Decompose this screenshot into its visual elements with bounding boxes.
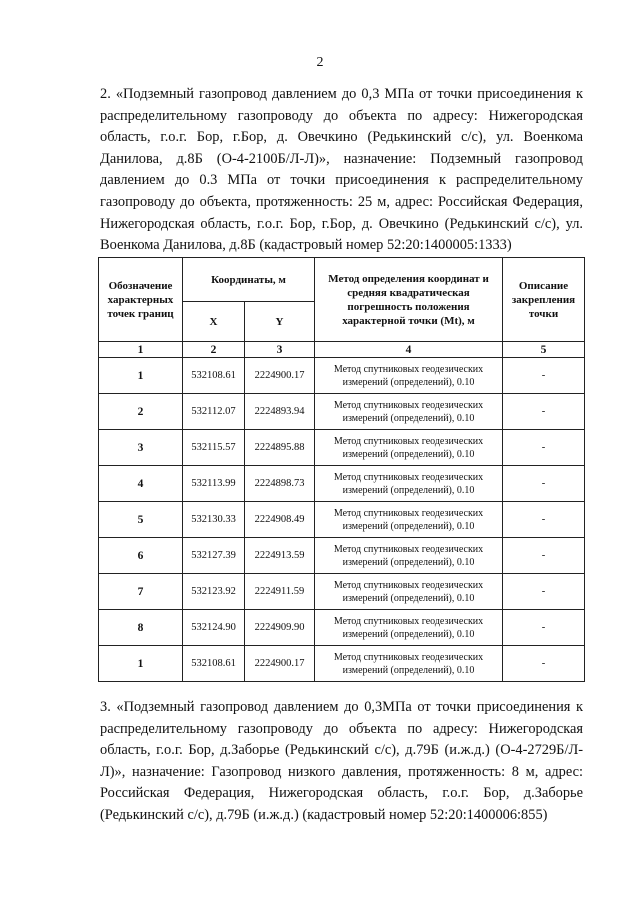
- column-number: 3: [245, 342, 315, 358]
- point-description: -: [503, 466, 585, 502]
- header-coordinates: Координаты, м: [183, 258, 315, 302]
- coord-x: 532115.57: [183, 430, 245, 466]
- point-description: -: [503, 358, 585, 394]
- table-row: [99, 502, 585, 538]
- table-row: [99, 646, 585, 682]
- point-id: 6: [99, 538, 183, 574]
- table-row: [99, 538, 585, 574]
- header-y: Y: [245, 302, 315, 342]
- point-id: 5: [99, 502, 183, 538]
- point-description: -: [503, 574, 585, 610]
- point-description: -: [503, 394, 585, 430]
- method-text: Метод спутниковых геодезических измерений (определений), 0.10: [315, 538, 503, 574]
- coordinates-table: [98, 257, 585, 682]
- point-id: 2: [99, 394, 183, 430]
- coord-x: 532127.39: [183, 538, 245, 574]
- page-number: 2: [316, 55, 324, 70]
- method-text: Метод спутниковых геодезических измерений (определений), 0.10: [315, 574, 503, 610]
- coord-x: 532123.92: [183, 574, 245, 610]
- method-text: Метод спутниковых геодезических измерений (определений), 0.10: [315, 610, 503, 646]
- point-id: 3: [99, 430, 183, 466]
- point-id: 1: [99, 358, 183, 394]
- point-id: 7: [99, 574, 183, 610]
- point-id: 8: [99, 610, 183, 646]
- table-row: [99, 610, 585, 646]
- column-number-row: [99, 342, 585, 358]
- coord-y: 2224898.73: [245, 466, 315, 502]
- header-method: Метод определения координат и средняя квадратическая погрешность положения характерной точки (Mt), м: [315, 258, 503, 342]
- point-id: 1: [99, 646, 183, 682]
- coord-x: 532130.33: [183, 502, 245, 538]
- coord-x: 532108.61: [183, 646, 245, 682]
- coord-y: 2224909.90: [245, 610, 315, 646]
- table-row: [99, 430, 585, 466]
- point-description: -: [503, 646, 585, 682]
- method-text: Метод спутниковых геодезических измерений (определений), 0.10: [315, 394, 503, 430]
- header-x: X: [183, 302, 245, 342]
- coord-y: 2224900.17: [245, 358, 315, 394]
- coord-y: 2224911.59: [245, 574, 315, 610]
- coord-y: 2224895.88: [245, 430, 315, 466]
- method-text: Метод спутниковых геодезических измерений (определений), 0.10: [315, 646, 503, 682]
- coord-x: 532108.61: [183, 358, 245, 394]
- method-text: Метод спутниковых геодезических измерений (определений), 0.10: [315, 502, 503, 538]
- coord-x: 532112.07: [183, 394, 245, 430]
- coord-y: 2224908.49: [245, 502, 315, 538]
- method-text: Метод спутниковых геодезических измерений (определений), 0.10: [315, 430, 503, 466]
- point-id: 4: [99, 466, 183, 502]
- coord-x: 532113.99: [183, 466, 245, 502]
- coord-x: 532124.90: [183, 610, 245, 646]
- point-description: -: [503, 502, 585, 538]
- point-description: -: [503, 538, 585, 574]
- header-description: Описание закрепления точки: [503, 258, 585, 342]
- column-number: 1: [99, 342, 183, 358]
- section-2-paragraph: 2. «Подземный газопровод давлением до 0,3 МПа от точки присоединения к распределительному газопроводу до объекта по адресу: Нижегородская область, г.о.г. Бор, г.Бор, д. Овечкино (Редькинский с/с), ул. Военкома Данилова, д.8Б (О-4-2100Б/Л-Л)», назначение: Подземный газопровод давлением до 0.3 МПа от точки присоединения к распределительному газопроводу до объекта, протяженность: 25 м, адрес: Российская Федерация, Нижегородская область, г.о.г. Бор, г.Бор, д. Овечкино (Редькинский с/с), ул. Военкома Данилова, д.8Б (кадастровый номер 52:20:1400005:1333): [100, 86, 583, 254]
- table-row: [99, 358, 585, 394]
- table-row: [99, 574, 585, 610]
- method-text: Метод спутниковых геодезических измерений (определений), 0.10: [315, 358, 503, 394]
- point-description: -: [503, 430, 585, 466]
- section-3-paragraph: 3. «Подземный газопровод давлением до 0,3МПа от точки присоединения к распределительному газопроводу до объекта по адресу: Нижегородская область, г.о.г. Бор, д.Заборье (Редькинский с/с), д.79Б (и.ж.д.) (О-4-2729Б/Л-Л)», назначение: Газопровод низкого давления, протяженность: 8 м, адрес: Российская Федерация, Нижегородская область, г.о.г. Бор, д.Заборье (Редькинский с/с), д.79Б (и.ж.д.) (кадастровый номер 52:20:1400006:855): [100, 699, 583, 823]
- header-point-designation: Обозначение характерных точек границ: [99, 258, 183, 342]
- point-description: -: [503, 610, 585, 646]
- table-row: [99, 466, 585, 502]
- method-text: Метод спутниковых геодезических измерений (определений), 0.10: [315, 466, 503, 502]
- column-number: 5: [503, 342, 585, 358]
- coord-y: 2224913.59: [245, 538, 315, 574]
- coord-y: 2224900.17: [245, 646, 315, 682]
- column-number: 2: [183, 342, 245, 358]
- table-row: [99, 394, 585, 430]
- column-number: 4: [315, 342, 503, 358]
- coord-y: 2224893.94: [245, 394, 315, 430]
